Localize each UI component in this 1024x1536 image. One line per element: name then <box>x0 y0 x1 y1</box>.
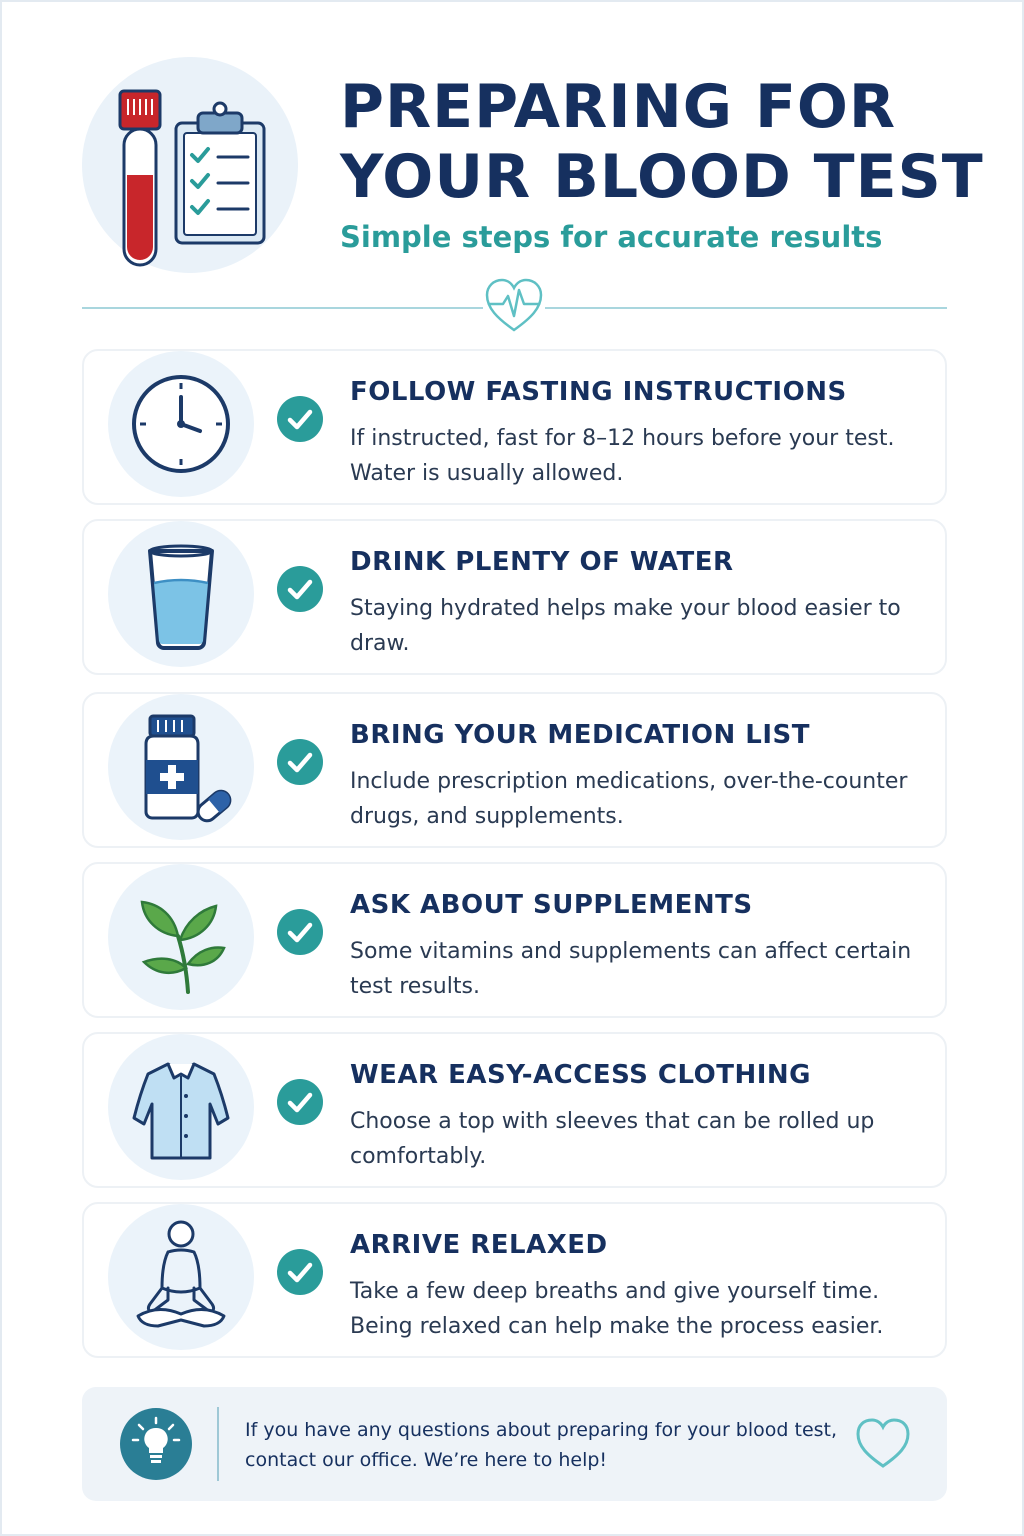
step-card-relaxed <box>82 1202 947 1358</box>
check-icon <box>277 396 323 442</box>
footer-message: If you have any questions about preparing for your blood test, contact our office. We’re here to help! <box>245 1419 838 1471</box>
blood-tube-icon <box>120 91 160 265</box>
title-line-2: YOUR BLOOD TEST <box>340 142 984 212</box>
clipboard-checklist-icon <box>176 103 264 243</box>
lightbulb-icon <box>120 1408 192 1480</box>
title-line-1: PREPARING FOR <box>340 72 897 142</box>
hero-illustration <box>82 57 298 273</box>
clock-icon <box>108 351 254 497</box>
step-card-fasting <box>82 349 947 505</box>
step-title: ASK ABOUT SUPPLEMENTS <box>350 890 753 920</box>
step-description: Include prescription medications, over-the-counter drugs, and supplements. <box>350 769 908 829</box>
step-title: ARRIVE RELAXED <box>350 1230 608 1260</box>
step-title: WEAR EASY-ACCESS CLOTHING <box>350 1060 812 1090</box>
check-icon <box>277 909 323 955</box>
help-footer <box>82 1387 947 1501</box>
water-glass-icon <box>108 521 254 667</box>
medication-bottle-icon <box>108 694 254 840</box>
step-title: FOLLOW FASTING INSTRUCTIONS <box>350 377 847 407</box>
step-description: Take a few deep breaths and give yourself time. Being relaxed can help make the process easier. <box>350 1279 884 1339</box>
step-description: Some vitamins and supplements can affect certain test results. <box>350 939 912 999</box>
leaf-plant-icon <box>108 864 254 1010</box>
check-icon <box>277 1079 323 1125</box>
step-description: If instructed, fast for 8–12 hours before your test. Water is usually allowed. <box>350 426 895 486</box>
check-icon <box>277 739 323 785</box>
shirt-icon <box>108 1034 254 1180</box>
step-description: Staying hydrated helps make your blood easier to draw. <box>350 596 901 656</box>
step-card-supplements <box>82 862 947 1018</box>
heartbeat-heart-icon <box>483 274 545 336</box>
page-title <box>340 72 1000 212</box>
step-description: Choose a top with sleeves that can be rolled up comfortably. <box>350 1109 875 1169</box>
step-card-medication <box>82 692 947 848</box>
meditation-person-icon <box>108 1204 254 1350</box>
footer-divider <box>217 1407 219 1481</box>
step-title: DRINK PLENTY OF WATER <box>350 547 734 577</box>
step-card-clothing <box>82 1032 947 1188</box>
page-subtitle: Simple steps for accurate results <box>340 220 883 254</box>
check-icon <box>277 566 323 612</box>
step-card-water <box>82 519 947 675</box>
heart-outline-icon <box>852 1412 914 1474</box>
step-title: BRING YOUR MEDICATION LIST <box>350 720 810 750</box>
check-icon <box>277 1249 323 1295</box>
